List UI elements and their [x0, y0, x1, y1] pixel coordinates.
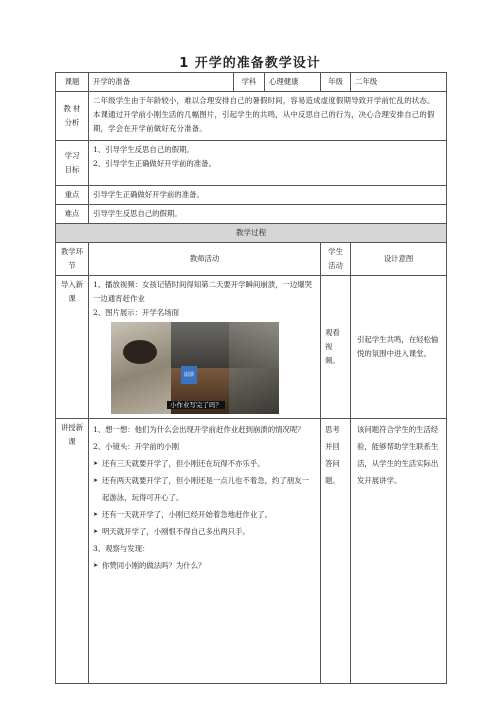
intro-teacher [89, 276, 321, 419]
subject-value: 心理健康 [265, 73, 321, 92]
photo-student-desk [229, 368, 279, 414]
lecture-intent: 该问题符合学生的生活经验，能够帮助学生联系生活，从学生的生活实际出发开展讲学。 [351, 419, 447, 684]
analysis-label-a: 教 材 [63, 104, 81, 113]
goal-item: 2、引导学生正确做好开学前的准备。 [93, 159, 216, 168]
col-intent: 设计意图 [351, 243, 447, 276]
intro-student: 观看视频。 [321, 276, 351, 419]
difficulty-text: 引导学生反思自己的假期。 [89, 205, 447, 224]
process-columns-row [56, 243, 447, 276]
photo-child-writing [111, 322, 171, 414]
goals-label-b: 目标 [64, 165, 80, 174]
key-point-text: 引导学生正确做好开学前的准备。 [89, 186, 447, 205]
info-row [56, 73, 447, 92]
lesson-plan-table [55, 72, 447, 684]
page-title: 1 开学的准备教学设计 [179, 56, 321, 71]
lecture-stage: 讲授新课 [56, 419, 89, 684]
analysis-text: 二年级学生由于年龄较小，难以合理安排自己的暑假时间，容易造成虚度假期导致开学前忙乱的状态。本课通过开学前小刚生活的几幅图片，引起学生的共鸣，从中反思自己的行为，决心合理安排自己的假期，学会在开学前做好充分准备。 [89, 92, 447, 141]
difficulty-row [56, 205, 447, 224]
intro-intent: 引起学生共鸣，在轻松愉悦的氛围中进入课堂。 [351, 276, 447, 419]
lecture-teacher-line: 1、想一想：他们为什么会出现开学前赶作业赶到崩溃的情况呢？ [93, 425, 305, 434]
process-header-row [56, 224, 447, 243]
lecture-bullet: ➤ 还有一天就开学了，小刚已经开始着急地赶作业了。 [93, 506, 316, 523]
photo-child-hair [123, 340, 157, 364]
goals-label-a: 学习 [64, 151, 80, 160]
topic-label: 课题 [56, 73, 89, 92]
lecture-teacher [89, 419, 321, 684]
lecture-teacher-line: 2、小镜头：开学前的小刚 [93, 442, 180, 451]
goal-item: 1、引导学生反思自己的假期。 [93, 145, 194, 154]
topic-value: 开学的准备 [89, 73, 234, 92]
lecture-bullet: ➤ 还有两天就要开学了，但小刚还是一点儿也不着急，约了朋友一起游泳，玩得可开心了。 [93, 472, 316, 506]
photo-classroom [229, 322, 279, 368]
photo-caption: 小作业写完了吗？ [167, 401, 225, 409]
lecture-bullet: ➤ 明天就开学了，小刚恨不得自己多出两只手。 [93, 523, 316, 540]
intro-teacher-line: 2、图片展示：开学名场面 [93, 308, 180, 317]
lecture-student: 思考并回答问题。 [321, 419, 351, 684]
process-header: 教学过程 [56, 224, 447, 243]
difficulty-label: 难点 [56, 205, 89, 224]
goals-label [56, 141, 89, 186]
subject-label: 学科 [234, 73, 265, 92]
collapse-badge: 崩溃 [181, 366, 197, 384]
lecture-row [56, 419, 447, 684]
key-point-label: 重点 [56, 186, 89, 205]
goals-row [56, 141, 447, 186]
opening-scene-photo-collage [111, 322, 279, 414]
photo-kids-table [171, 322, 229, 368]
col-student: 学生活动 [321, 243, 351, 276]
analysis-label [56, 92, 89, 141]
analysis-row [56, 92, 447, 141]
intro-teacher-line: 1、播放视频：女孩记错时间得知第二天要开学瞬间崩溃，一边爆哭一边通宵赶作业 [93, 280, 313, 303]
col-teacher: 教师活动 [89, 243, 321, 276]
key-point-row [56, 186, 447, 205]
lecture-bullet: ➤ 你赞同小刚的做法吗？为什么？ [93, 557, 316, 574]
analysis-label-b: 分析 [64, 118, 80, 127]
intro-row [56, 276, 447, 419]
lecture-bullet: ➤ 还有三天就要开学了，但小刚还在玩得不亦乐乎。 [93, 455, 316, 472]
goals-text [89, 141, 447, 186]
col-stage: 教学环节 [56, 243, 89, 276]
grade-value: 二年级 [351, 73, 447, 92]
lecture-teacher-line: 3、观察与发现： [93, 544, 150, 553]
grade-label: 年级 [321, 73, 351, 92]
intro-stage: 导入新课 [56, 276, 89, 419]
